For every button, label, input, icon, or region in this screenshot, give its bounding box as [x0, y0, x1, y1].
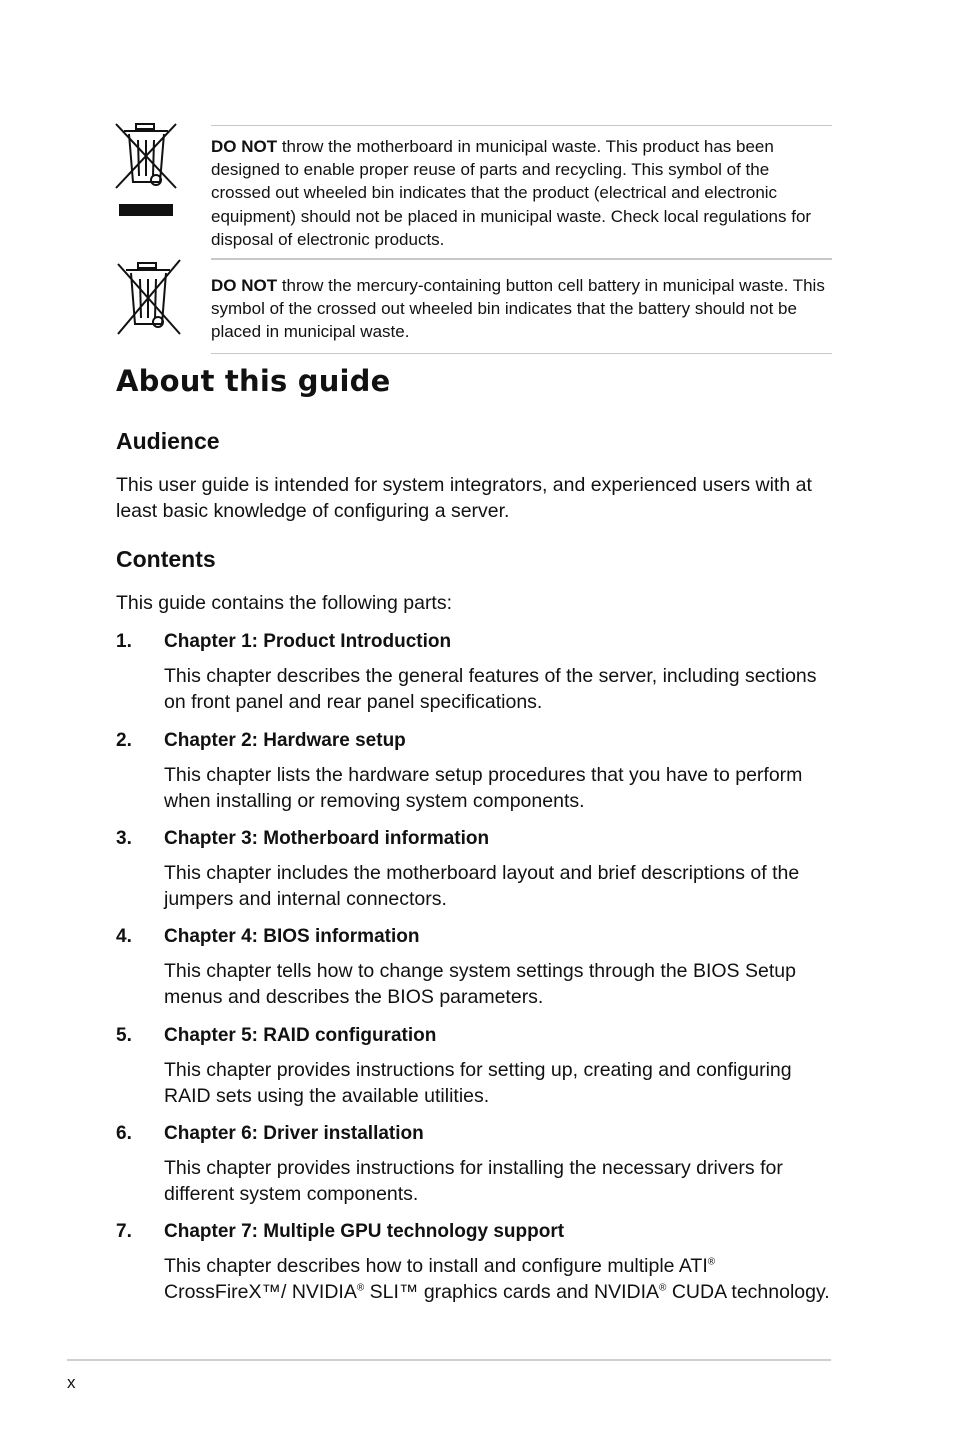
chapter-description: This chapter tells how to change system settings through the BIOS Setup menus and describes the BIOS parameters.	[164, 960, 796, 1008]
crossed-wheeled-bin-icon	[112, 120, 180, 220]
chapter-number: 2.	[116, 730, 132, 751]
chapter-title: Chapter 2: Hardware setup	[164, 730, 406, 751]
weee-notice-battery	[112, 258, 832, 350]
chapter-number: 3.	[116, 828, 132, 849]
notice-text	[211, 258, 832, 354]
notice-body: throw the mercury-containing button cell battery in municipal waste. This symbol of the crossed out wheeled bin indicates that the battery should not be placed in municipal waste.	[211, 276, 825, 342]
chapter-description: This chapter includes the motherboard layout and brief descriptions of the jumpers and internal connectors.	[164, 862, 800, 910]
chapter-number: 1.	[116, 631, 132, 652]
desc-text: CUDA technology.	[666, 1281, 830, 1303]
registered-mark: ®	[356, 1282, 365, 1294]
notice-text	[211, 125, 832, 251]
chapter-title: Chapter 4: BIOS information	[164, 926, 420, 947]
chapter-description: This chapter provides instructions for setting up, creating and configuring RAID sets using the available utilities.	[164, 1059, 792, 1107]
desc-text: This chapter describes how to install and configure multiple ATI	[164, 1255, 708, 1277]
registered-mark: ®	[659, 1282, 667, 1294]
chapter-title: Chapter 6: Driver installation	[164, 1123, 424, 1144]
chapter-description	[164, 1253, 836, 1305]
chapter-number: 6.	[116, 1123, 132, 1144]
chapter-number: 7.	[116, 1221, 132, 1242]
desc-text: SLI™ graphics cards and NVIDIA	[364, 1281, 660, 1303]
chapter-description: This chapter describes the general features of the server, including sections on front panel and rear panel specifications.	[164, 665, 817, 713]
chapter-title: Chapter 3: Motherboard information	[164, 828, 490, 849]
audience-heading: Audience	[116, 428, 220, 454]
chapter-description: This chapter lists the hardware setup procedures that you have to perform when installing or removing system components.	[164, 764, 803, 812]
contents-heading: Contents	[116, 546, 216, 572]
notice-bold: DO NOT	[211, 137, 278, 156]
registered-mark: ®	[707, 1256, 716, 1268]
chapter-description: This chapter provides instructions for installing the necessary drivers for different system components.	[164, 1157, 783, 1205]
chapter-title: Chapter 5: RAID configuration	[164, 1025, 437, 1046]
page-number: x	[67, 1373, 76, 1392]
contents-intro: This guide contains the following parts:	[116, 592, 453, 614]
weee-notice-motherboard	[112, 120, 832, 254]
chapter-title: Chapter 1: Product Introduction	[164, 631, 452, 652]
notice-body: throw the motherboard in municipal waste. This product has been designed to enable proper reuse of parts and recycling. This symbol of the crossed out wheeled bin indicates that the product (electrical and electronic equipment) should not be placed in municipal waste. Check local regulations for disposal of electronic products.	[211, 137, 812, 249]
chapter-number: 5.	[116, 1025, 132, 1046]
page-title: About this guide	[116, 364, 391, 398]
crossed-wheeled-bin-battery-icon	[112, 258, 184, 338]
footer-rule	[67, 1359, 831, 1361]
audience-text: This user guide is intended for system integrators, and experienced users with at least basic knowledge of configuring a server.	[116, 474, 812, 522]
notice-bold: DO NOT	[211, 276, 278, 295]
chapter-title: Chapter 7: Multiple GPU technology support	[164, 1221, 565, 1242]
desc-text: CrossFireX™/ NVIDIA	[164, 1281, 357, 1303]
chapter-number: 4.	[116, 926, 132, 947]
